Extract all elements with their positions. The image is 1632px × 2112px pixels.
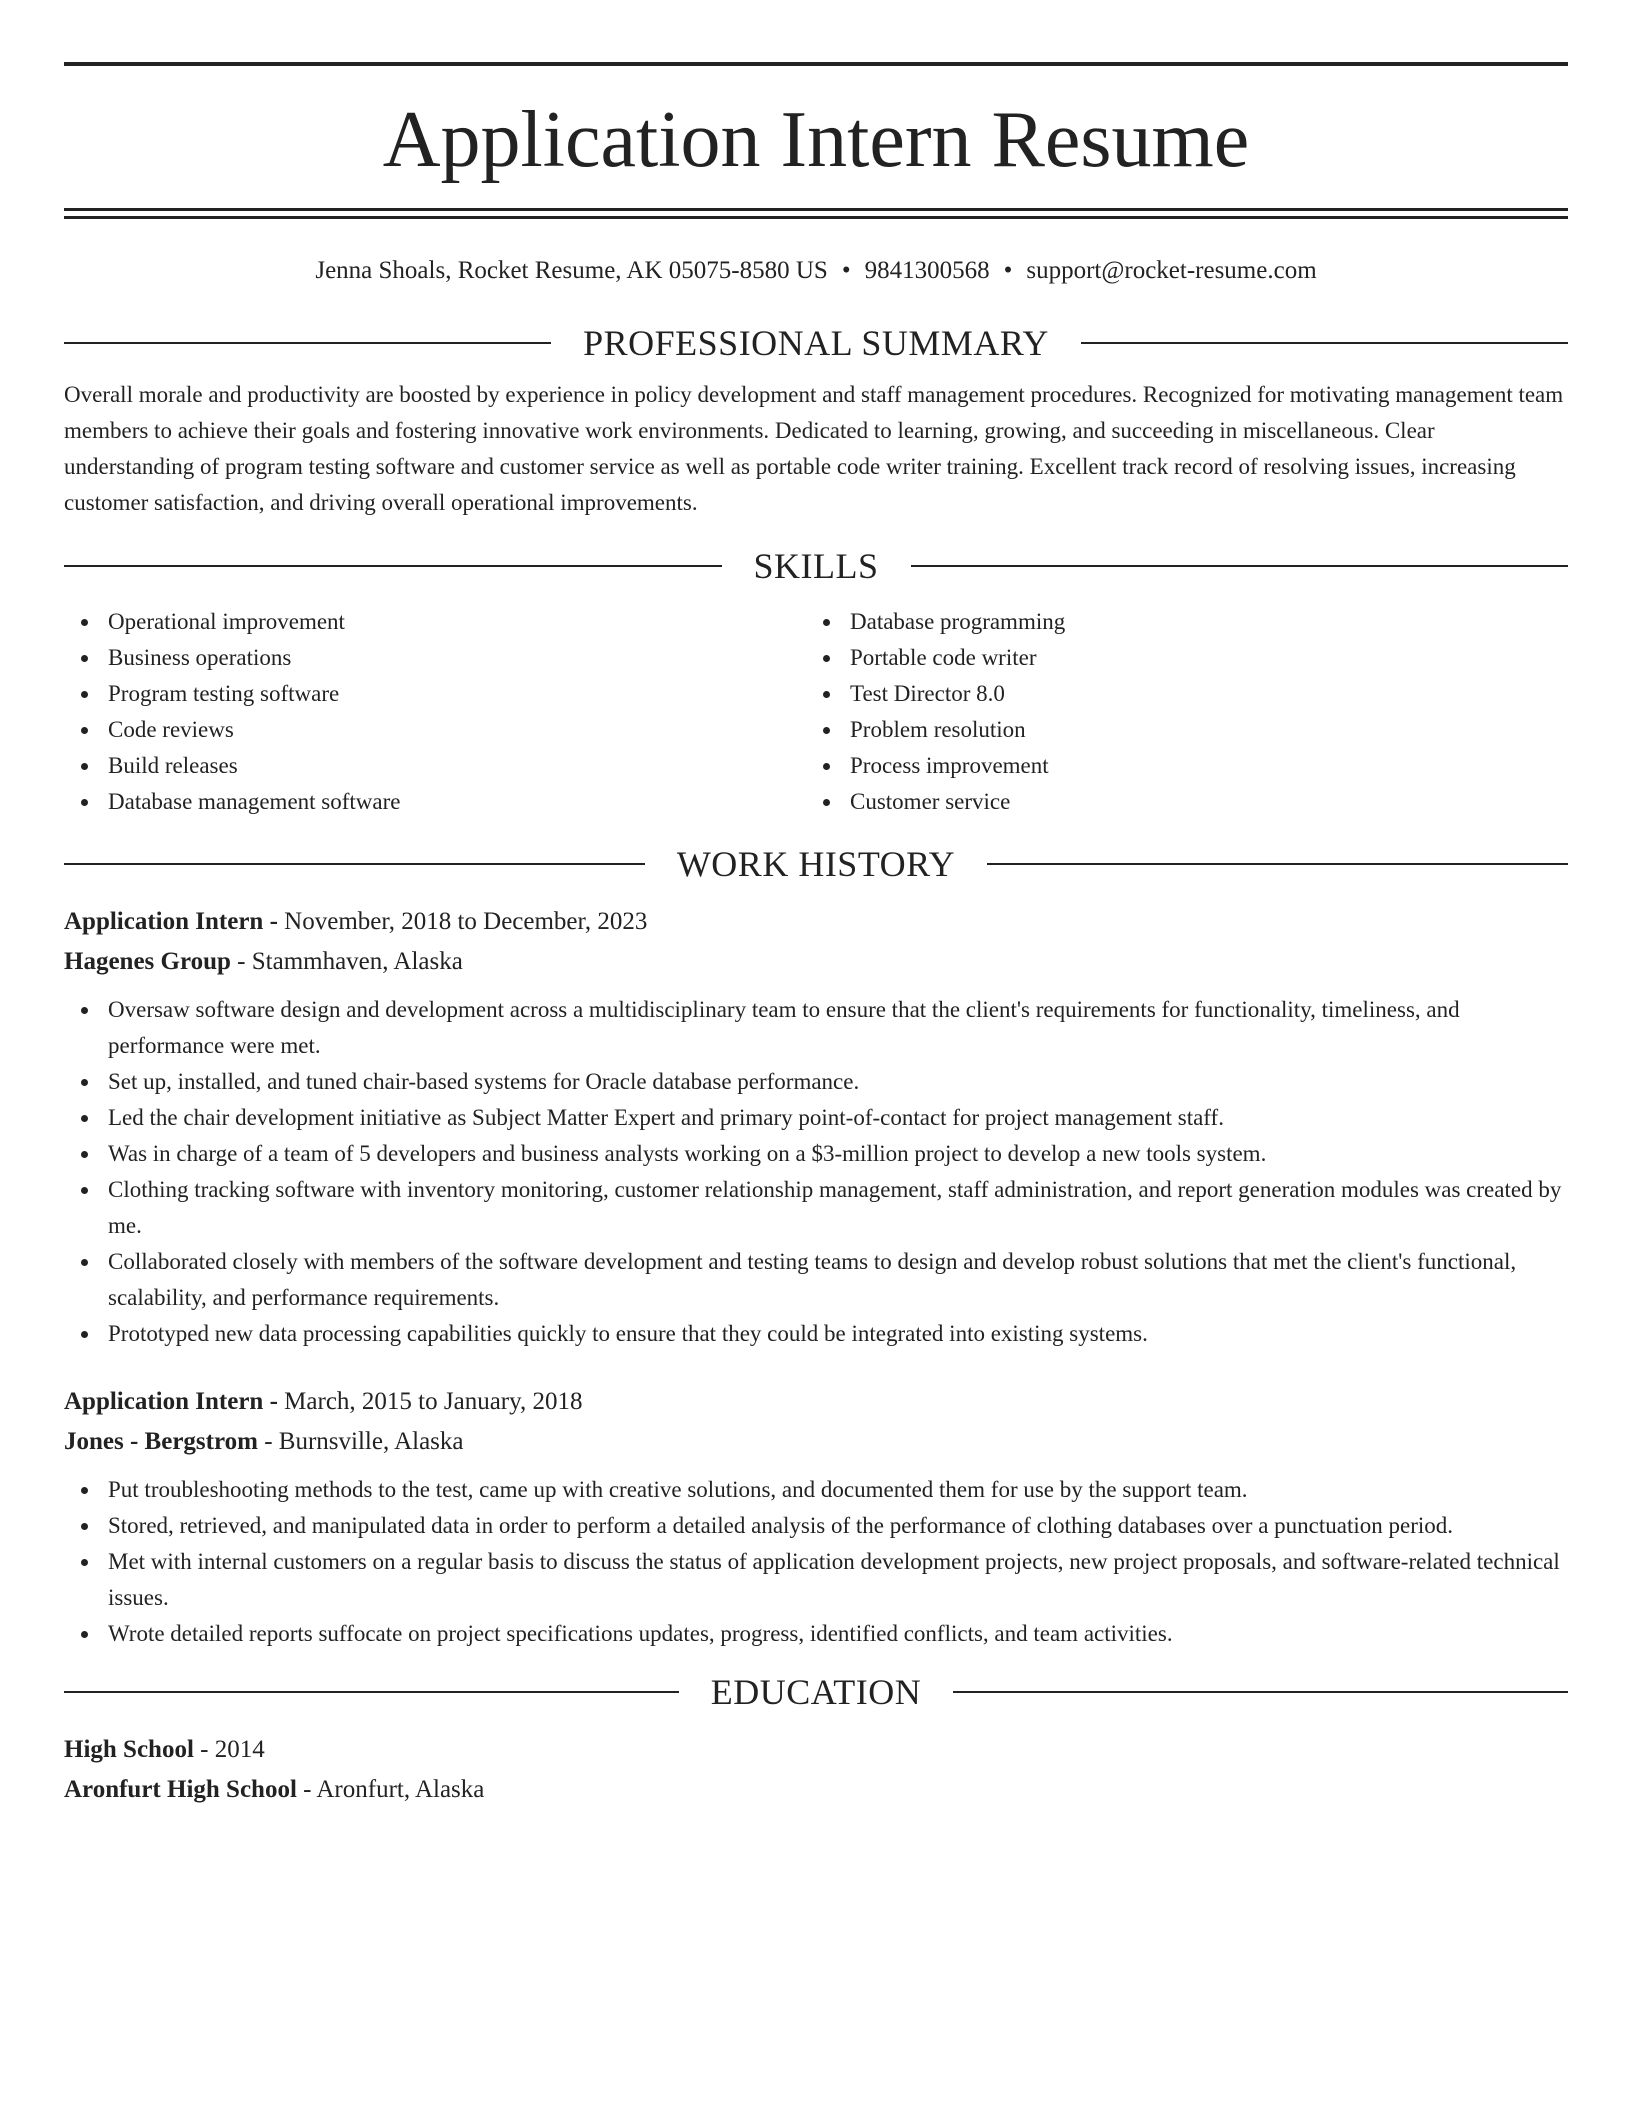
job-bullet: Was in charge of a team of 5 developers and business analysts working on a $3-million project to develop a new tools system. [64, 1136, 1568, 1172]
skills-list [64, 604, 1568, 820]
dash: - [296, 1776, 317, 1803]
contact-separator: • [841, 257, 851, 284]
job-bullet: Prototyped new data processing capabilities quickly to ensure that they could be integrated into existing systems. [64, 1316, 1568, 1352]
job-bullet: Put troubleshooting methods to the test, came up with creative solutions, and documented them for use by the support team. [64, 1472, 1568, 1508]
page-title: Application Intern Resume [382, 96, 1250, 184]
heading-rule [1081, 342, 1568, 344]
job-entry [64, 1382, 1568, 1652]
section-heading-education [64, 1670, 1568, 1714]
job-bullet: Wrote detailed reports suffocate on project specifications updates, progress, identified conflicts, and team activities. [64, 1616, 1568, 1652]
dash: - [263, 908, 285, 935]
section-heading-summary [64, 321, 1568, 365]
skill-item: Build releases [64, 748, 806, 784]
skill-item: Database management software [64, 784, 806, 820]
dash: - [257, 1428, 279, 1455]
heading-rule [987, 863, 1568, 865]
job-bullet: Met with internal customers on a regular basis to discuss the status of application development projects, new project proposals, and software-related technical issues. [64, 1544, 1568, 1616]
dash: - [263, 1388, 285, 1415]
job-bullet: Collaborated closely with members of the software development and testing teams to design and develop robust solutions that met the client's functional, scalability, and performance requirements. [64, 1244, 1568, 1316]
heading-rule [64, 863, 645, 865]
job-company: Hagenes Group [64, 948, 231, 975]
heading-rule [64, 565, 722, 567]
skill-item: Test Director 8.0 [806, 676, 1548, 712]
skill-item: Database programming [806, 604, 1548, 640]
skills-column-right [806, 604, 1548, 820]
job-location: Stammhaven, Alaska [251, 948, 463, 975]
skill-item: Portable code writer [806, 640, 1548, 676]
job-bullets [64, 1472, 1568, 1652]
job-company: Jones - Bergstrom [64, 1428, 258, 1455]
skill-item: Process improvement [806, 748, 1548, 784]
job-company-line [64, 1422, 1568, 1462]
job-title-line [64, 902, 1568, 942]
education-year: 2014 [214, 1736, 265, 1763]
job-dates: November, 2018 to December, 2023 [284, 908, 648, 935]
job-company-line [64, 942, 1568, 982]
title-double-rule [64, 208, 1568, 219]
dash: - [230, 948, 252, 975]
skills-column-left [64, 604, 806, 820]
section-heading-work [64, 842, 1568, 886]
contact-phone: 9841300568 [864, 257, 990, 284]
skill-item: Customer service [806, 784, 1548, 820]
job-bullet: Clothing tracking software with inventory monitoring, customer relationship management, staff administration, and report generation modules was created by me. [64, 1172, 1568, 1244]
job-dates: March, 2015 to January, 2018 [284, 1388, 583, 1415]
job-bullet: Stored, retrieved, and manipulated data in order to perform a detailed analysis of the performance of clothing databases over a punctuation period. [64, 1508, 1568, 1544]
top-rule [64, 62, 1568, 66]
job-location: Burnsville, Alaska [278, 1428, 464, 1455]
job-bullet: Oversaw software design and development across a multidisciplinary team to ensure that the client's requirements for functionality, timeliness, and performance were met. [64, 992, 1568, 1064]
job-title-line [64, 1382, 1568, 1422]
heading-rule [64, 342, 551, 344]
skill-item: Problem resolution [806, 712, 1548, 748]
education-degree-line [64, 1730, 1568, 1770]
section-title: PROFESSIONAL SUMMARY [583, 323, 1049, 363]
job-bullet: Led the chair development initiative as Subject Matter Expert and primary point-of-contact for project management staff. [64, 1100, 1568, 1136]
heading-rule [911, 565, 1569, 567]
contact-separator: • [1003, 257, 1013, 284]
section-title: EDUCATION [710, 1672, 922, 1712]
job-spacer [64, 1352, 1568, 1382]
heading-rule [64, 1691, 679, 1693]
section-title: SKILLS [753, 546, 879, 586]
education-degree: High School [64, 1736, 194, 1763]
job-entry [64, 902, 1568, 1352]
job-bullets [64, 992, 1568, 1352]
skill-item: Operational improvement [64, 604, 806, 640]
education-location: Aronfurt, Alaska [316, 1776, 485, 1803]
job-title: Application Intern [64, 908, 264, 935]
contact-line [64, 255, 1568, 287]
summary-text: Overall morale and productivity are boosted by experience in policy development and staff management procedures. Recognized for motivating management team members to achieve their goals and fostering innovative work environments. Dedicated to learning, growing, and succeeding in miscellaneous. Clear understanding of program testing software and customer service as well as portable code writer training. Excellent track record of resolving issues, increasing customer satisfaction, and driving overall operational improvements. [64, 382, 1564, 515]
section-heading-skills [64, 544, 1568, 588]
education-school-line [64, 1770, 1568, 1810]
heading-rule [953, 1691, 1568, 1693]
resume-page [64, 62, 1568, 1810]
contact-address: Jenna Shoals, Rocket Resume, AK 05075-8580 US [315, 257, 828, 284]
job-bullet: Set up, installed, and tuned chair-based systems for Oracle database performance. [64, 1064, 1568, 1100]
skill-item: Program testing software [64, 676, 806, 712]
education-school: Aronfurt High School [64, 1776, 297, 1803]
skill-item: Code reviews [64, 712, 806, 748]
dash: - [193, 1736, 215, 1763]
contact-email: support@rocket-resume.com [1026, 257, 1317, 284]
job-title: Application Intern [64, 1388, 264, 1415]
section-title: WORK HISTORY [676, 844, 956, 884]
skill-item: Business operations [64, 640, 806, 676]
